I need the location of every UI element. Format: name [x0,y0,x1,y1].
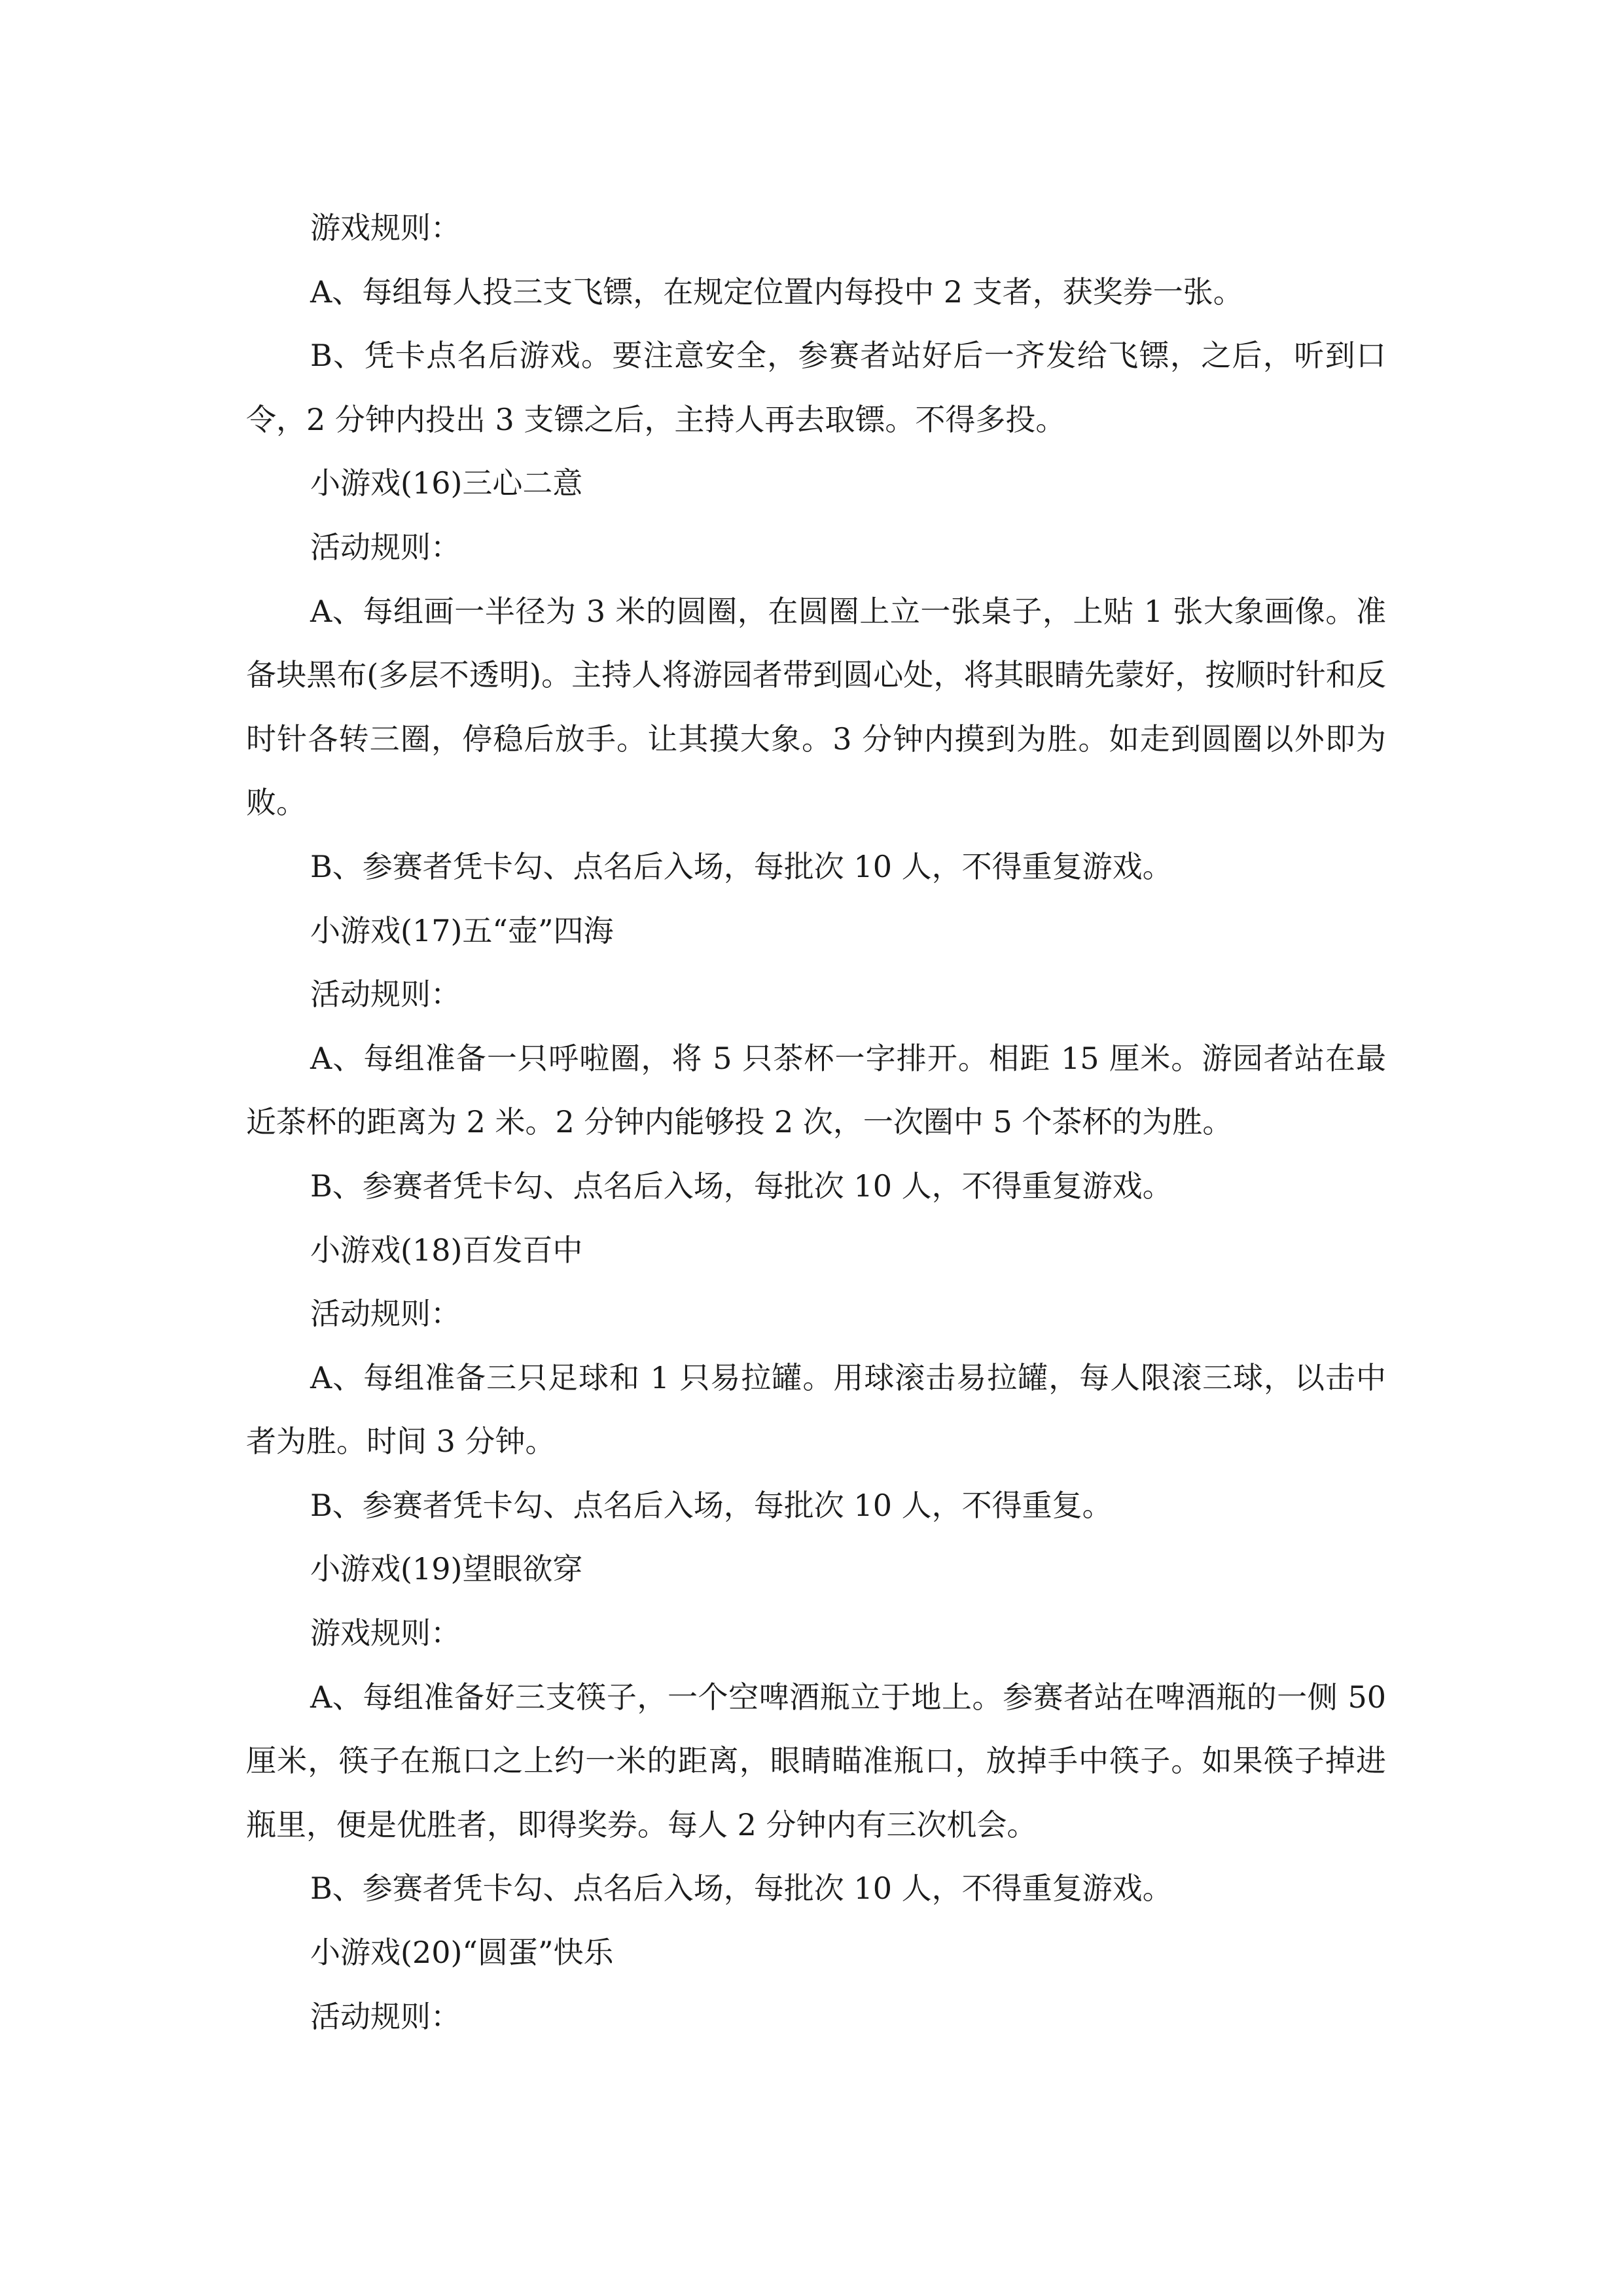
rules-heading: 游戏规则： [310,1615,461,1651]
rule-paragraph: A、每组准备好三支筷子，一个空啤酒瓶立于地上。参赛者站在啤酒瓶的一侧 50 厘米，筷子在瓶口之上约一米的距离，眼睛瞄准瓶口，放掉手中筷子。如果筷子掉进瓶里，便是优胜者，即得奖券。每人 2 分钟内有三次机会。 [246,1679,1386,1842]
document-body [246,196,1386,2049]
rules-heading: 游戏规则： [310,210,461,245]
rule-paragraph: A、每组每人投三支飞镖，在规定位置内每投中 2 支者，获奖券一张。 [310,274,1243,310]
rule-paragraph: A、每组准备一只呼啦圈，将 5 只茶杯一字排开。相距 15 厘米。游园者站在最近茶杯的距离为 2 米。2 分钟内能够投 2 次，一次圈中 5 个茶杯的为胜。 [246,1040,1386,1140]
rule-paragraph: B、参赛者凭卡勾、点名后入场，每批次 10 人，不得重复。 [310,1487,1113,1523]
rules-heading: 活动规则： [310,977,461,1013]
rule-paragraph: B、参赛者凭卡勾、点名后入场，每批次 10 人，不得重复游戏。 [310,848,1173,884]
rules-heading: 活动规则： [310,529,461,565]
game-title: 小游戏(19)望眼欲穿 [310,1551,583,1587]
rule-paragraph: A、每组准备三只足球和 1 只易拉罐。用球滚击易拉罐，每人限滚三球，以击中者为胜。时间 3 分钟。 [246,1359,1386,1460]
rule-paragraph: B、参赛者凭卡勾、点名后入场，每批次 10 人，不得重复游戏。 [310,1168,1173,1204]
game-title: 小游戏(20)“圆蛋”快乐 [310,1935,614,1971]
game-title: 小游戏(18)百发百中 [310,1232,583,1268]
rule-paragraph: A、每组画一半径为 3 米的圆圈，在圆圈上立一张桌子，上贴 1 张大象画像。准备块黑布(多层不透明)。主持人将游园者带到圆心处，将其眼睛先蒙好，按顺时针和反时针各转三圈，停稳后放手。让其摸大象。3 分钟内摸到为胜。如走到圆圈以外即为败。 [246,593,1386,821]
game-title: 小游戏(17)五“壶”四海 [310,912,614,948]
rules-heading: 活动规则： [310,1998,461,2034]
rule-paragraph: B、参赛者凭卡勾、点名后入场，每批次 10 人，不得重复游戏。 [310,1871,1173,1907]
rule-paragraph: B、凭卡点名后游戏。要注意安全，参赛者站好后一齐发给飞镖，之后，听到口令，2 分钟内投出 3 支镖之后，主持人再去取镖。不得多投。 [246,338,1386,437]
rules-heading: 活动规则： [310,1296,461,1332]
game-title: 小游戏(16)三心二意 [310,465,583,501]
